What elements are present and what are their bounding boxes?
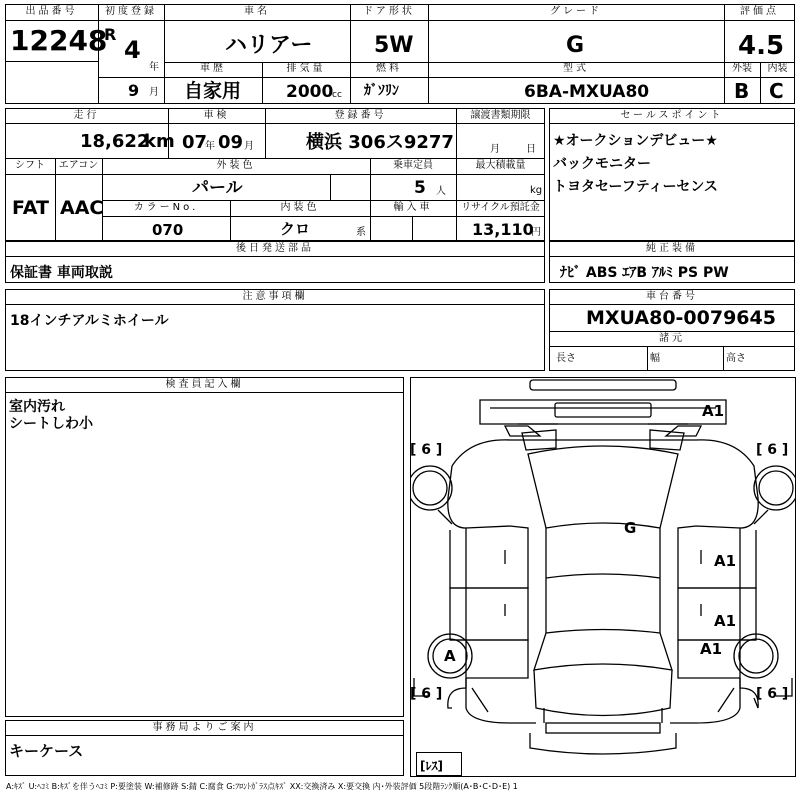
insp-year: 07 bbox=[182, 132, 208, 153]
intcolor-unit: 系 bbox=[356, 227, 366, 238]
score-label: 評価点 bbox=[740, 6, 779, 17]
sales-line-3: トヨタセーフティーセンス bbox=[553, 179, 718, 195]
length-label: 長さ bbox=[556, 353, 576, 364]
color-label: 外装色 bbox=[216, 160, 256, 171]
tire-front-left: [ 6 ] bbox=[410, 442, 443, 458]
ext-grade: B bbox=[734, 79, 750, 103]
capacity-value: 5 bbox=[414, 178, 426, 198]
height-label: 高さ bbox=[726, 353, 746, 364]
inspector-label: 検査員記入欄 bbox=[165, 379, 244, 390]
equip-label: 純正装備 bbox=[646, 243, 698, 254]
diagram-mark-g-windshield: G bbox=[624, 519, 637, 537]
diagram-mark-a1-right-rear: A1 bbox=[700, 640, 723, 658]
displacement-label: 排気量 bbox=[286, 63, 326, 74]
model-label: 型式 bbox=[563, 63, 589, 74]
int-grade: C bbox=[769, 79, 784, 103]
capacity-label: 乗車定員 bbox=[393, 160, 433, 171]
notes-value: 18インチアルミホイール bbox=[10, 313, 169, 329]
width-label: 幅 bbox=[650, 353, 660, 364]
door-label: ドア形状 bbox=[363, 6, 415, 17]
tire-rear-left: [ 6 ] bbox=[410, 686, 443, 702]
mileage-label: 走行 bbox=[73, 110, 100, 121]
chassis-value: MXUA80-0079645 bbox=[586, 307, 776, 329]
sales-line-2: バックモニター bbox=[553, 156, 651, 172]
load-unit: kg bbox=[530, 185, 543, 196]
reg-year: 4 bbox=[124, 36, 141, 64]
model-value: 6BA-MXUA80 bbox=[524, 82, 650, 102]
shift-label: シフト bbox=[15, 160, 45, 171]
notes-label: 注意事項欄 bbox=[242, 291, 308, 302]
transfer-label: 譲渡書類期限 bbox=[470, 110, 531, 121]
month-unit: 月 bbox=[149, 87, 159, 98]
first-reg-label: 初度登録 bbox=[105, 6, 157, 17]
transfer-day-unit: 日 bbox=[526, 144, 536, 155]
tire-front-right: [ 6 ] bbox=[756, 442, 789, 458]
diagram-mark-a-left-rear-wheel: A bbox=[444, 647, 456, 665]
diagram-mark-a1-right-front-door: A1 bbox=[714, 552, 737, 570]
year-unit: 年 bbox=[149, 62, 159, 73]
lot-label: 出品番号 bbox=[25, 6, 78, 17]
door-value: 5W bbox=[374, 33, 414, 58]
int-label: 内装 bbox=[767, 63, 788, 74]
reg-month: 9 bbox=[128, 81, 140, 100]
history-label: 車歴 bbox=[200, 63, 226, 74]
diagram-mark-a1-right-rear-door: A1 bbox=[714, 612, 737, 630]
colorno-value: 070 bbox=[152, 221, 184, 239]
shift-value: FAT bbox=[12, 197, 49, 219]
capacity-unit: 人 bbox=[436, 186, 446, 197]
inspector-line-1: 室内汚れ bbox=[9, 399, 65, 415]
spare-tire-box bbox=[416, 752, 462, 776]
recycle-value: 13,110 bbox=[472, 220, 534, 239]
inspector-line-2: シートしわ小 bbox=[9, 416, 93, 432]
car-damage-diagram bbox=[410, 378, 796, 776]
grade-value: G bbox=[566, 33, 585, 58]
sales-label: セールスポイント bbox=[620, 110, 724, 121]
inspection-label: 車検 bbox=[203, 110, 230, 121]
import-label: 輸入車 bbox=[393, 202, 433, 213]
tire-rear-right: [ 6 ] bbox=[756, 686, 789, 702]
insp-year-unit: 年 bbox=[205, 141, 215, 152]
insp-month: 09 bbox=[218, 132, 244, 153]
diagram-mark-a1-front: A1 bbox=[702, 402, 725, 420]
era: R bbox=[104, 25, 117, 44]
load-label: 最大積載量 bbox=[475, 160, 526, 171]
regno-value: 横浜 306ス9277 bbox=[306, 132, 454, 153]
fuel-value: ｶﾞｿﾘﾝ bbox=[364, 83, 399, 99]
office-label: 事務局よりご案内 bbox=[152, 722, 257, 733]
intcolor-value: クロ bbox=[280, 220, 311, 238]
regno-label: 登録番号 bbox=[334, 110, 387, 121]
ext-label: 外装 bbox=[732, 63, 752, 74]
legend: A:ｷｽﾞ U:ﾍｺﾐ B:ｷｽﾞを伴うﾍｺﾐ P:要塗装 W:補修跡 S:錆 C:腐食 G:ﾌﾛﾝﾄｶﾞﾗｽ点ｷｽﾞ XX:交換済み X:要交換 内･外装評価 5段階ﾗﾝｸ順(A･B･C･D･E) 1 bbox=[6, 782, 518, 791]
insp-month-unit: 月 bbox=[244, 141, 254, 152]
intcolor-label: 内装色 bbox=[280, 202, 320, 213]
displacement-value: 2000 bbox=[286, 82, 334, 102]
grade-label: グレード bbox=[550, 6, 602, 17]
color-value: パール bbox=[192, 178, 243, 198]
colorno-label: カラーNo. bbox=[133, 202, 199, 213]
cc-unit: cc bbox=[332, 90, 342, 100]
lot-number: 12248 bbox=[10, 24, 108, 57]
specs-label: 諸元 bbox=[659, 333, 685, 344]
recycle-label: リサイクル預託金 bbox=[461, 202, 540, 213]
history-value: 自家用 bbox=[184, 80, 242, 102]
ac-label: エアコン bbox=[58, 160, 99, 171]
later-label: 後日発送部品 bbox=[236, 243, 314, 254]
car-name-label: 車名 bbox=[244, 6, 270, 17]
car-name: ハリアー bbox=[225, 33, 313, 58]
ac-value: AAC bbox=[60, 197, 104, 219]
sales-line-1: ★オークションデビュー★ bbox=[553, 133, 718, 149]
office-text: キーケース bbox=[9, 742, 84, 760]
spare-tire: [ﾚｽ] bbox=[420, 759, 443, 773]
equip-value: ﾅﾋﾞ ABS ｴｱB ｱﾙﾐ PS PW bbox=[560, 265, 729, 281]
fuel-label: 燃料 bbox=[376, 63, 402, 74]
score-value: 4.5 bbox=[738, 31, 785, 61]
km-unit: km bbox=[144, 131, 175, 152]
recycle-unit: 円 bbox=[531, 227, 541, 238]
transfer-month-unit: 月 bbox=[490, 144, 500, 155]
sales-points-block bbox=[549, 108, 795, 241]
chassis-label: 車台番号 bbox=[646, 291, 698, 302]
mileage-value: 18,622 bbox=[80, 131, 150, 152]
later-value: 保証書 車両取説 bbox=[10, 265, 113, 281]
